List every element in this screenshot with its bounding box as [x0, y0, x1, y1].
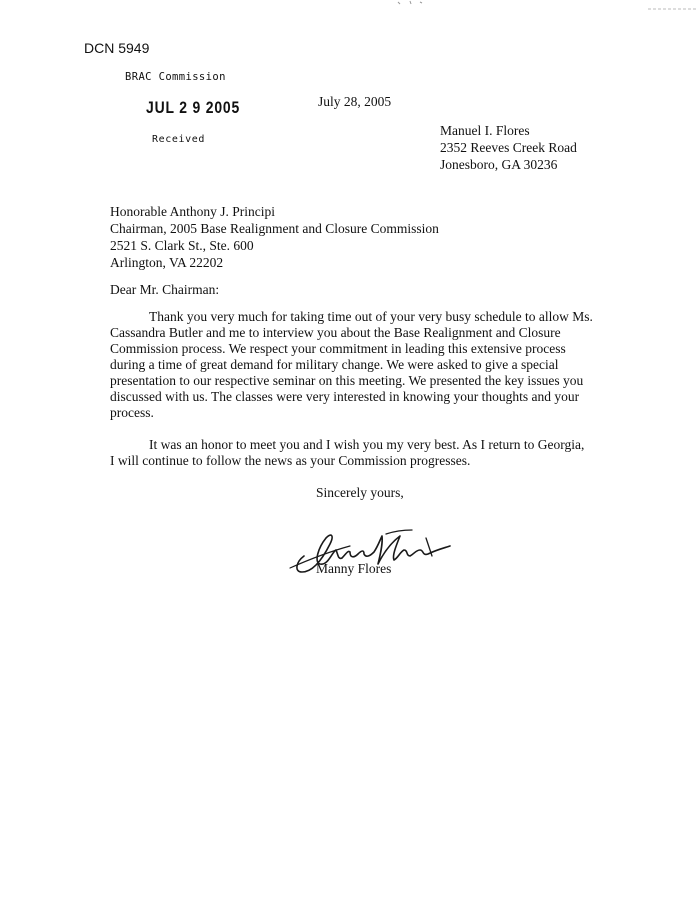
- received-stamp-label: Received: [152, 134, 205, 145]
- paragraph-line: Cassandra Butler and me to interview you about the Base Realignment and Closure: [110, 325, 561, 340]
- paragraph-line: Thank you very much for taking time out of your very busy schedule to allow Ms.: [149, 309, 593, 324]
- recipient-street: 2521 S. Clark St., Ste. 600: [110, 238, 254, 253]
- paragraph-line: presentation to our respective seminar on this meeting. We presented the key issues you: [110, 373, 584, 388]
- scan-edge-marks: [0, 0, 700, 20]
- letter-date: July 28, 2005: [318, 94, 392, 109]
- received-stamp-organization: BRAC Commission: [125, 71, 226, 83]
- sender-street: 2352 Reeves Creek Road: [440, 140, 577, 155]
- recipient-address-block: [110, 203, 439, 271]
- sender-city-state-zip: Jonesboro, GA 30236: [440, 157, 558, 172]
- paragraph-line: Commission process. We respect your commitment in leading this extensive process: [110, 341, 566, 356]
- document-control-number: DCN 5949: [84, 40, 150, 56]
- sender-address-block: [440, 122, 577, 173]
- received-stamp-date: JUL 2 9 2005: [146, 98, 241, 117]
- paragraph-line: It was an honor to meet you and I wish you my very best. As I return to Georgia,: [149, 437, 585, 452]
- typed-signature-name: Manny Flores: [316, 561, 392, 576]
- salutation: Dear Mr. Chairman:: [110, 282, 220, 297]
- body-paragraph-2: [110, 436, 600, 468]
- paragraph-line: process.: [110, 405, 154, 420]
- recipient-name: Honorable Anthony J. Principi: [110, 204, 275, 219]
- paragraph-line: I will continue to follow the news as your Commission progresses.: [110, 453, 471, 468]
- paragraph-line: discussed with us. The classes were very interested in knowing your thoughts and your: [110, 389, 580, 404]
- recipient-title: Chairman, 2005 Base Realignment and Closure Commission: [110, 221, 439, 236]
- body-paragraph-1: [110, 308, 600, 420]
- recipient-city-state-zip: Arlington, VA 22202: [110, 255, 224, 270]
- paragraph-line: during a time of great demand for military change. We were asked to give a special: [110, 357, 559, 372]
- complimentary-closing: Sincerely yours,: [316, 485, 404, 500]
- sender-name: Manuel I. Flores: [440, 123, 530, 138]
